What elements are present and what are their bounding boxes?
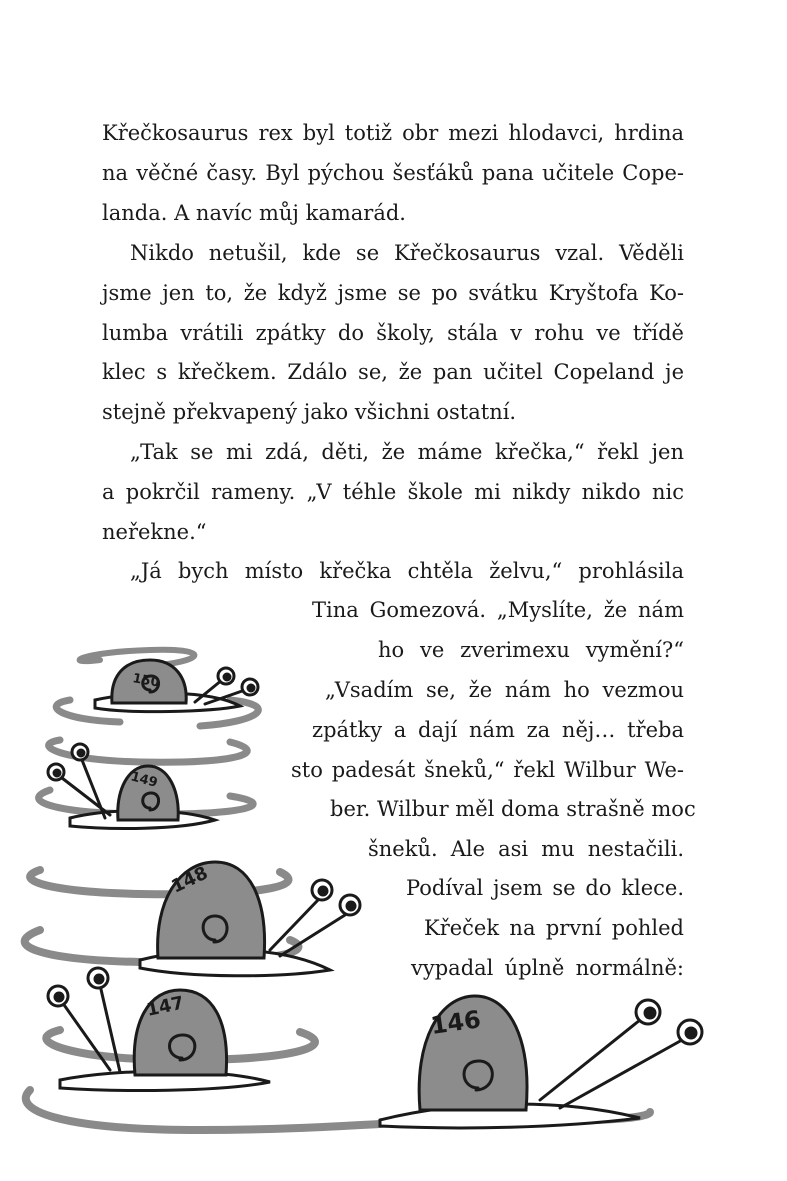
snail-number: 147: [144, 992, 186, 1021]
snail-146: [380, 996, 702, 1128]
text-line: „Vsadím se, že nám ho vezmou: [325, 678, 684, 702]
text-line: Tina Gomezová. „Myslíte, že nám: [312, 598, 684, 622]
snail-number: 149: [128, 769, 160, 791]
text-line: neřekne.“: [102, 520, 207, 544]
text-line: šneků. Ale asi mu nestačili.: [368, 837, 684, 861]
text-line: stejně překvapený jako všichni ostatní.: [102, 400, 517, 424]
text-line: ho ve zverimexu vymění?“: [378, 638, 684, 662]
snail-number: 150: [131, 671, 161, 691]
text-line: klec s křečkem. Zdálo se, že pan učitel Copeland je: [102, 360, 684, 384]
text-line: landa. A navíc můj kamarád.: [102, 201, 406, 225]
text-line: sto padesát šneků,“ řekl Wilbur We-: [291, 758, 684, 782]
snail-number: 148: [168, 862, 212, 898]
snail-147: [48, 968, 270, 1090]
text-line: a pokrčil rameny. „V téhle škole mi nikdy nikdo nic: [102, 480, 684, 504]
text-line: na věčné časy. Byl pýchou šesťáků pana učitele Cope-: [102, 161, 684, 185]
text-line: Křeček na první pohled: [424, 916, 684, 940]
text-line: vypadal úplně normálně:: [411, 956, 684, 980]
text-line: Křečkosaurus rex byl totiž obr mezi hlodavci, hrdina: [102, 121, 684, 145]
text-line: Podíval jsem se do klece.: [406, 876, 684, 900]
text-line: jsme jen to, že když jsme se po svátku Kryštofa Ko-: [102, 281, 684, 305]
snail-150: [95, 660, 258, 712]
snail-149: [48, 744, 215, 828]
text-line: lumba vrátili zpátky do školy, stála v rohu ve třídě: [102, 321, 684, 345]
text-line: „Tak se mi zdá, děti, že máme křečka,“ řekl jen: [130, 440, 684, 464]
text-line: „Já bych místo křečka chtěla želvu,“ prohlásila: [130, 559, 684, 583]
text-line: Nikdo netušil, kde se Křečkosaurus vzal. Věděli: [130, 241, 684, 265]
slime-trail: [25, 650, 650, 1130]
snail-number: 146: [428, 1005, 483, 1040]
text-line: zpátky a dají nám za něj… třeba: [312, 718, 684, 742]
text-line: ber. Wilbur měl doma strašně moc: [330, 797, 696, 821]
